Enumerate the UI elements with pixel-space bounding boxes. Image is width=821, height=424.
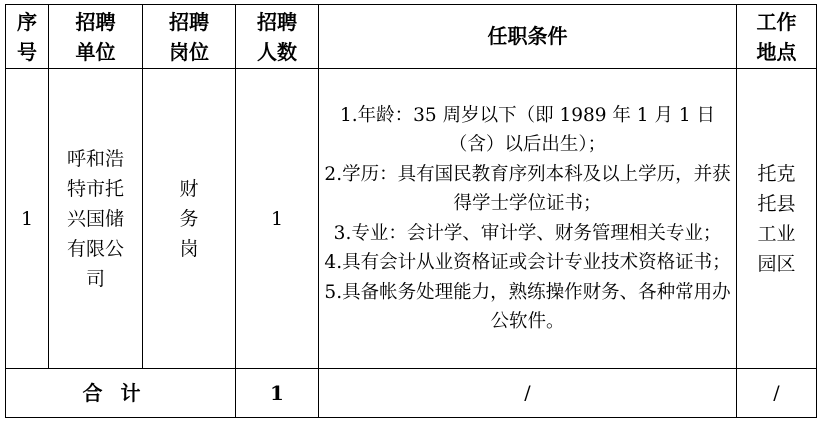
header-location: 工作地点	[737, 5, 817, 69]
header-count: 招聘人数	[236, 5, 319, 69]
requirement-item: 4.具有会计从业资格证或会计专业技术资格证书；	[324, 252, 731, 273]
total-location: /	[737, 369, 817, 418]
header-seq: 序号	[6, 5, 49, 69]
header-row	[6, 5, 817, 69]
recruitment-table	[5, 4, 817, 418]
header-requirements: 任职条件	[319, 5, 737, 69]
requirement-item: 3.专业：会计学、审计学、财务管理相关专业；	[333, 222, 722, 244]
cell-location: 托克托县工业园区	[737, 69, 817, 369]
header-unit: 招聘单位	[49, 5, 143, 69]
requirement-item: 2.学历：具有国民教育序列本科及以上学历，并获得学士学位证书；	[324, 163, 731, 214]
header-post: 招聘岗位	[143, 5, 236, 69]
requirement-item: 1.年龄：35 周岁以下（即 1989 年 1 月 1 日（含）以后出生）；	[340, 104, 715, 155]
cell-count: 1	[236, 69, 319, 369]
total-label: 合计	[6, 369, 236, 418]
cell-requirements	[319, 69, 737, 369]
cell-post: 财务岗	[143, 69, 236, 369]
total-row	[6, 369, 817, 418]
requirement-item: 5.具备帐务处理能力，熟练操作财务、各种常用办公软件。	[324, 281, 731, 332]
total-count: 1	[236, 369, 319, 418]
cell-seq: 1	[6, 69, 49, 369]
table-row	[6, 69, 817, 369]
cell-unit: 呼和浩特市托兴国储有限公司	[49, 69, 143, 369]
total-requirements: /	[319, 369, 737, 418]
